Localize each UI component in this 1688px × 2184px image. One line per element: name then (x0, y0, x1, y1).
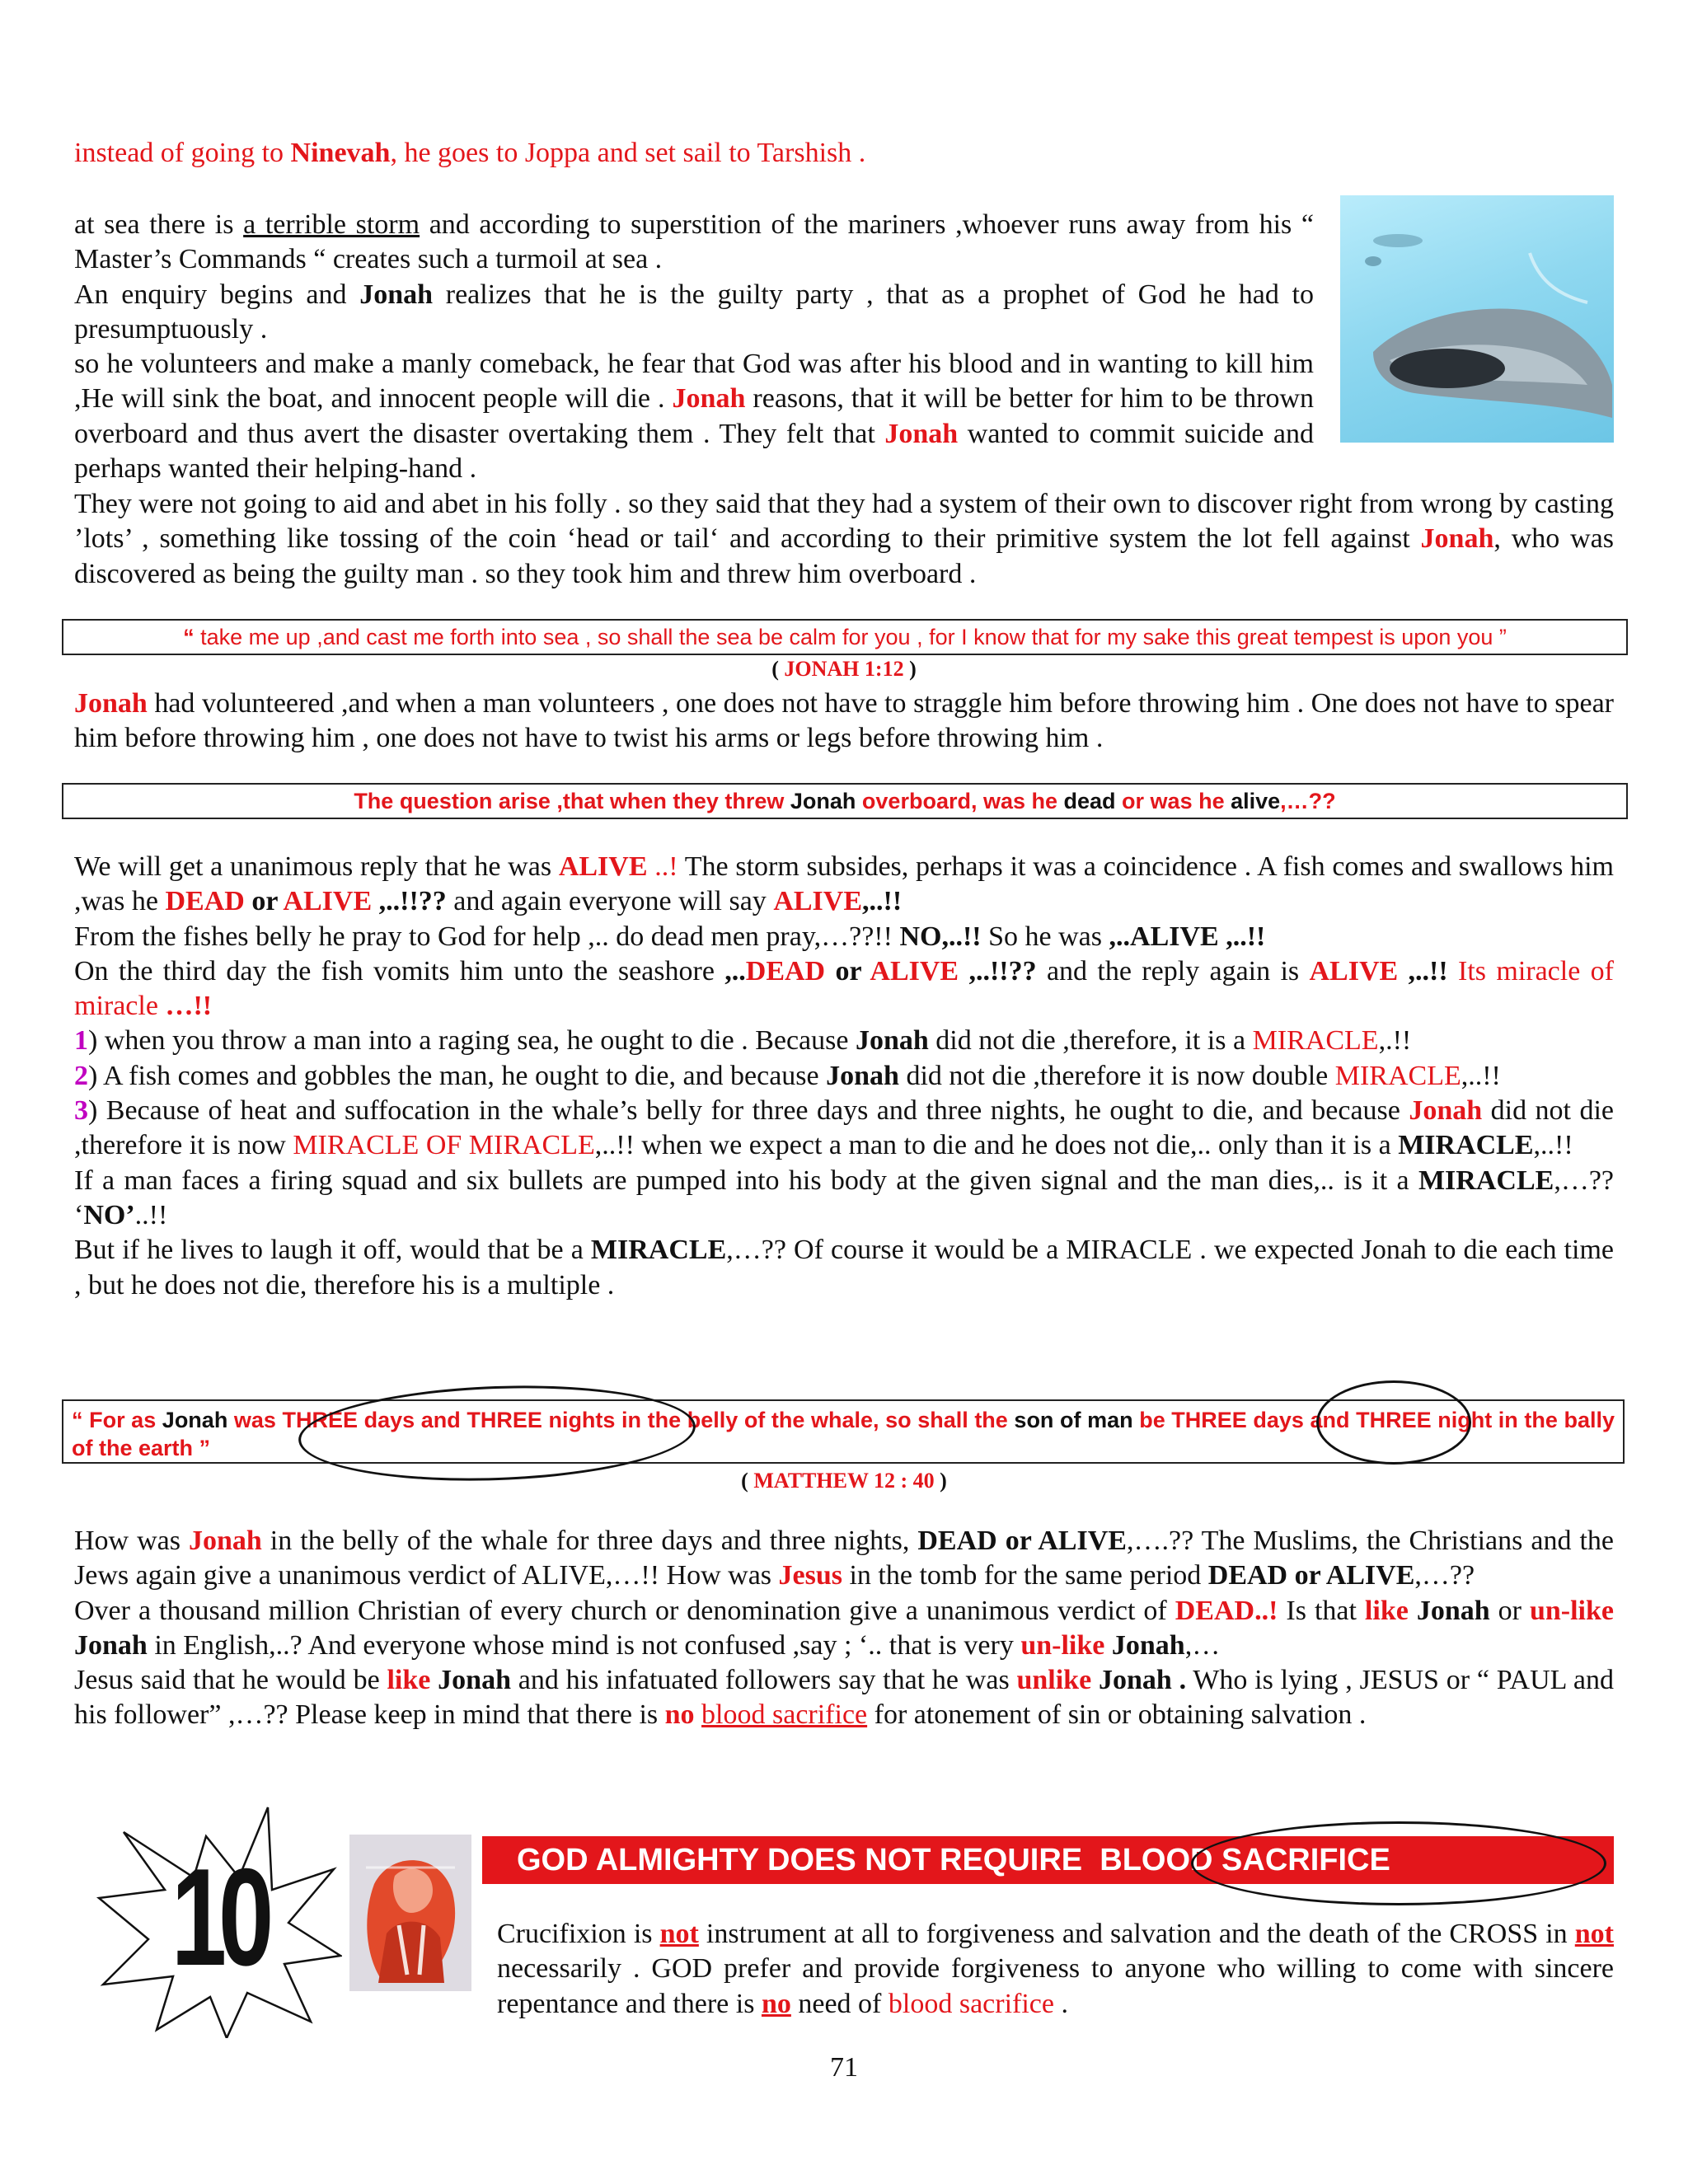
reference-matthew: ( MATTHEW 12 : 40 ) (741, 1469, 947, 1493)
starburst-badge (95, 1799, 342, 2038)
badge-number: 10 (171, 1840, 266, 1994)
intro-line: instead of going to Ninevah, he goes to Joppa and set sail to Tarshish . (74, 138, 866, 168)
paragraph-crucifixion: Crucifixion is not instrument at all to forgiveness and salvation and the death of the CROSS in not necessarily . GOD prefer and provide forgiveness to anyone who willing to come with sincere repentance and there is no need of blood sacrifice . (497, 1919, 1614, 2019)
page-number: 71 (830, 2052, 858, 2083)
paragraph-alive: We will get a unanimous reply that he was ALIVE ..! The storm subsides, perhaps it was a coincidence . A fish comes and swallows him ,was he DEAD or ALIVE ,..!!?? and again everyone will say ALIVE,..!! From the fishes belly he pray to God for help ,.. do dead men pray,…??!! NO,..!! So he was ,..ALIVE ,..!! On the third day the fish vomits him unto the seashore ,..DEAD or ALIVE ,..!!?? and the reply again is ALIVE ,..!! Its miracle of miracle …!! 1) when you throw a man into a raging sea, he ought to die . Because Jonah did not die ,therefore, it is a MIRACLE,.!! 2) A fish comes and gobbles the man, he ought to die, and because Jonah did not die ,therefore it is now double MIRACLE,..!! 3) Because of heat and suffocation in the whale’s belly for three days and three nights, he ought to die, and because Jonah did not die ,therefore it is now MIRACLE OF MIRACLE,..!! when we expect a man to die and he does not die,.. only than it is a MIRACLE,..!! If a man faces a firing squad and six bullets are pumped into his body at the given signal and the man dies,.. is it a MIRACLE,…?? ‘NO’..!! But if he lives to laugh it off, would that be a MIRACLE,…?? Of course it would be a MIRACLE . we expected Jonah to die each time , but he does not die, therefore his is a multiple . (74, 851, 1614, 1301)
whale-shape-icon (1340, 195, 1614, 443)
whale-photo (1340, 195, 1614, 443)
paragraph-lots: They were not going to aid and abet in his folly . so they said that they had a system of their own to discover right from wrong by casting ’lots’ , something like tossing of the coin ‘head or tail‘ and according to their primitive system the lot fell against Jonah, who was discovered as being the guilty man . so they took him and threw him overboard . (74, 489, 1614, 589)
figure-image (349, 1835, 471, 1991)
figure-icon (349, 1835, 471, 1991)
paragraph-volunteered: Jonah had volunteered ,and when a man volunteers , one does not have to straggle him before throwing him . One does not have to spear him before throwing him , one does not have to twist his arms or legs before throwing him . (74, 688, 1614, 754)
question-box: The question arise ,that when they threw Jonah overboard, was he dead or was he alive,…?? (62, 783, 1628, 819)
paragraph-storm: at sea there is a terrible storm and according to superstition of the mariners ,whoever runs away from his “ Master’s Commands “ creates such a turmoil at sea . An enquiry begins and Jonah realizes that he is the guilty party , that as a prophet of God he had to presumptuously . so he volunteers and make a manly comeback, he fear that God was after his blood and in wanting to kill him ,He will sink the boat, and innocent people will die . Jonah reasons, that it will be better for him to be thrown overboard and thus avert the disaster overtaking them . They felt that Jonah wanted to commit suicide and perhaps wanted their helping-hand . (74, 209, 1315, 485)
banner-blood-sacrifice: GOD ALMIGHTY DOES NOT REQUIRE BLOOD SACRIFICE (482, 1836, 1614, 1884)
quote-box-jonah: “ take me up ,and cast me forth into sea , so shall the sea be calm for you , for I know that for my sake this great tempest is upon you ” (62, 619, 1628, 655)
paragraph-dead-or-alive: How was Jonah in the belly of the whale for three days and three nights, DEAD or ALIVE,….?? The Muslims, the Christians and the Jews again give a unanimous verdict of ALIVE,…!! How was Jesus in the tomb for the same period DEAD or ALIVE,…?? Over a thousand million Christian of every church or denomination give a unanimous verdict of DEAD..! Is that like Jonah or un-like Jonah in English,..? And everyone whose mind is not confused ,say ; ‘.. that is very un-like Jonah,… Jesus said that he would be like Jonah and his infatuated followers say that he was unlike Jonah . Who is lying , JESUS or “ PAUL and his follower” ,…?? Please keep in mind that there is no blood sacrifice for atonement of sin or obtaining salvation . (74, 1526, 1615, 1731)
quote-box-matthew: “ For as Jonah was THREE days and THREE nights in the belly of the whale, so shall the son of man be THREE days and THREE night in the bally of the earth ” (62, 1399, 1625, 1464)
reference-jonah: ( JONAH 1:12 ) (771, 657, 917, 681)
